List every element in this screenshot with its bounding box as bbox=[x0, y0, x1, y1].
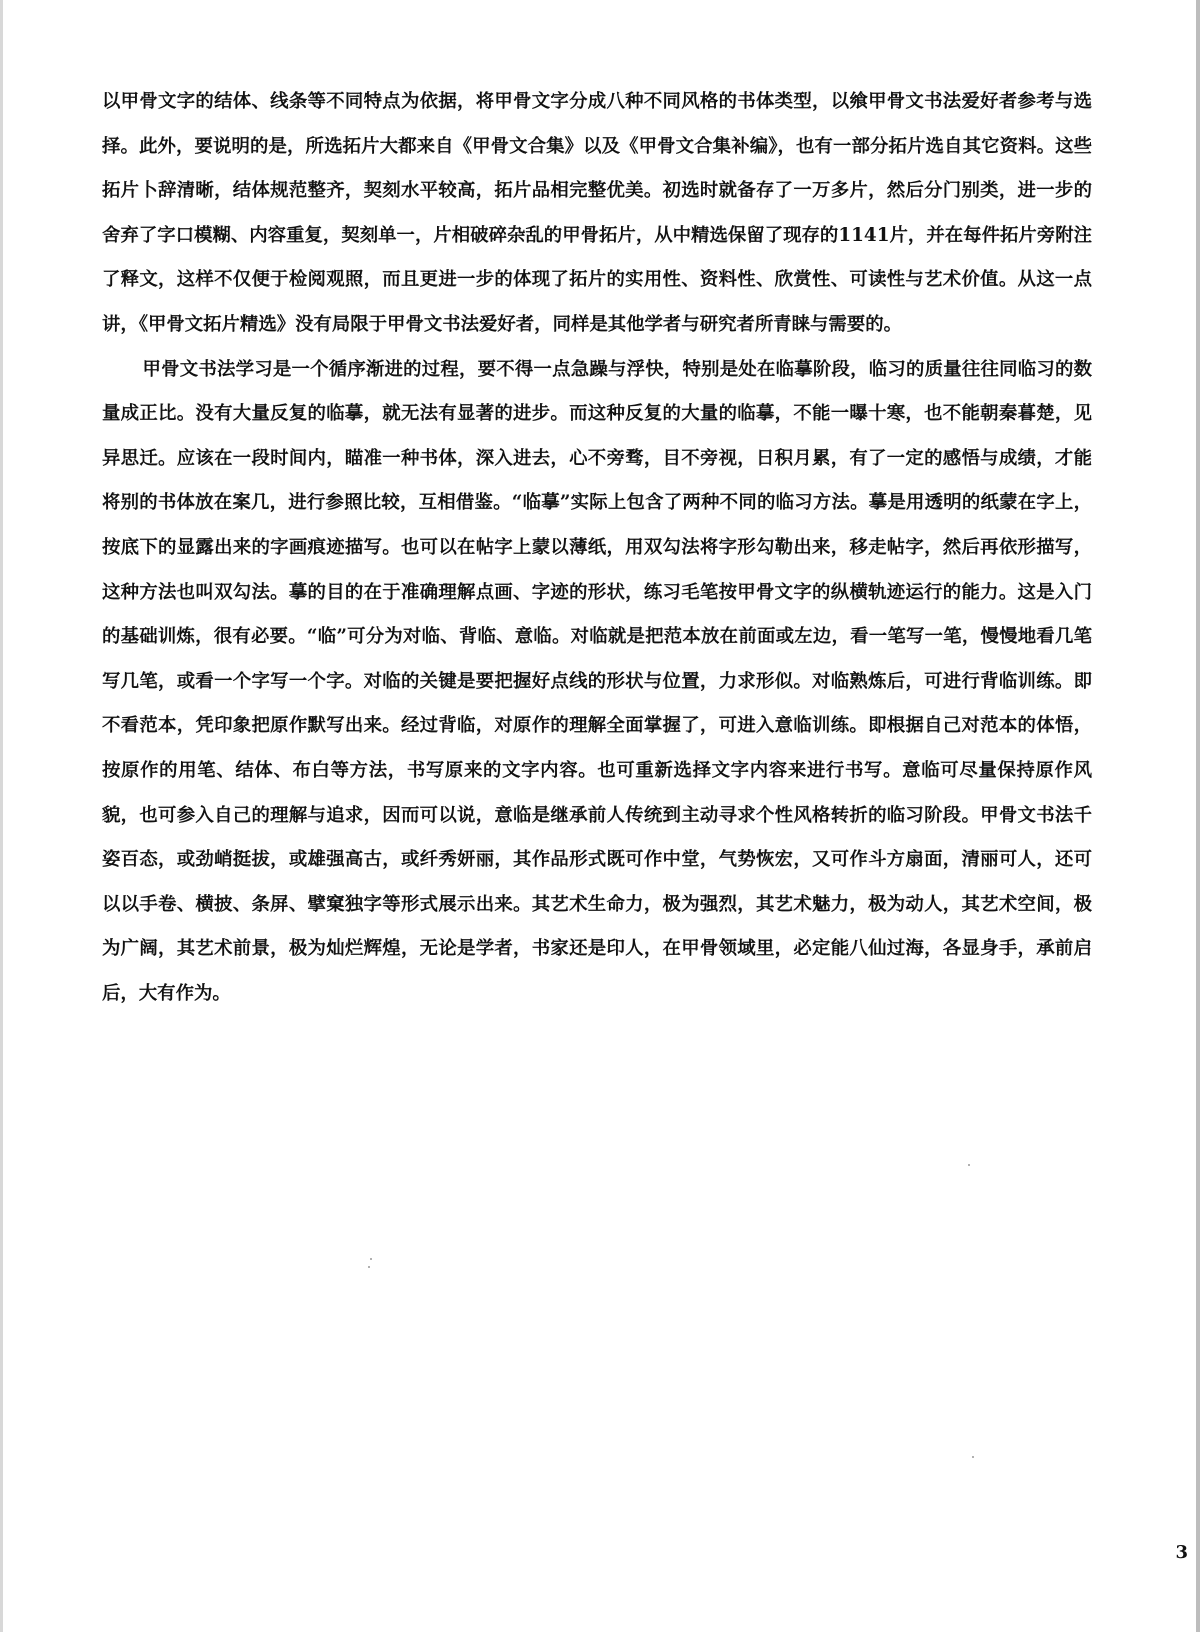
scan-speck bbox=[968, 1164, 970, 1166]
document-body bbox=[102, 80, 1092, 1016]
paragraph-2: 甲骨文书法学习是一个循序渐进的过程，要不得一点急躁与浮快，特别是处在临摹阶段，临习的质量往往同临习的数量成正比。没有大量反复的临摹，就无法有显著的进步。而这种反复的大量的临摹，不能一曝十寒，也不能朝秦暮楚，见异思迁。应该在一段时间内，瞄准一种书体，深入进去，心不旁骛，目不旁视，日积月累，有了一定的感悟与成绩，才能将别的书体放在案几，进行参照比较，互相借鉴。“临摹”实际上包含了两种不同的临习方法。摹是用透明的纸蒙在字上，按底下的显露出来的字画痕迹描写。也可以在帖字上蒙以薄纸，用双勾法将字形勾勒出来，移走帖字，然后再依形描写，这种方法也叫双勾法。摹的目的在于准确理解点画、字迹的形状，练习毛笔按甲骨文字的纵横轨迹运行的能力。这是入门的基础训炼，很有必要。“临”可分为对临、背临、意临。对临就是把范本放在前面或左边，看一笔写一笔，慢慢地看几笔写几笔，或看一个字写一个字。对临的关键是要把握好点线的形状与位置，力求形似。对临熟炼后，可进行背临训练。即不看范本，凭印象把原作默写出来。经过背临，对原作的理解全面掌握了，可进入意临训练。即根据自己对范本的体悟，按原作的用笔、结体、布白等方法，书写原来的文字内容。也可重新选择文字内容来进行书写。意临可尽量保持原作风貌，也可参入自己的理解与追求，因而可以说，意临是继承前人传统到主动寻求个性风格转折的临习阶段。甲骨文书法千姿百态，或劲峭挺拔，或雄强高古，或纤秀妍丽，其作品形式既可作中堂，气势恢宏，又可作斗方扇面，清丽可人，还可以以手卷、横披、条屏、擘窠独字等形式展示出来。其艺术生命力，极为强烈，其艺术魅力，极为动人，其艺术空间，极为广阔，其艺术前景，极为灿烂辉煌，无论是学者，书家还是印人，在甲骨领域里，必定能八仙过海，各显身手，承前启后，大有作为。 bbox=[102, 358, 1092, 1004]
scan-speck bbox=[370, 1258, 372, 1260]
scan-edge-left bbox=[0, 0, 3, 1632]
scan-speck bbox=[972, 1456, 974, 1458]
scan-edge-right bbox=[1196, 0, 1200, 1632]
scan-speck bbox=[368, 1266, 370, 1268]
page-number: 3 bbox=[1175, 1542, 1188, 1563]
paragraph-1: 以甲骨文字的结体、线条等不同特点为依据，将甲骨文字分成八种不同风格的书体类型，以飨甲骨文书法爱好者参考与选择。此外，要说明的是，所选拓片大都来自《甲骨文合集》以及《甲骨文合集补编》，也有一部分拓片选自其它资料。这些拓片卜辞清晰，结体规范整齐，契刻水平较高，拓片品相完整优美。初选时就备存了一万多片，然后分门别类，进一步的舍弃了字口模糊、内容重复，契刻单一，片相破碎杂乱的甲骨拓片，从中精选保留了现存的1141片，并在每件拓片旁附注了释文，这样不仅便于检阅观照，而且更进一步的体现了拓片的实用性、资料性、欣赏性、可读性与艺术价值。从这一点讲，《甲骨文拓片精选》没有局限于甲骨文书法爱好者，同样是其他学者与研究者所青睐与需要的。 bbox=[102, 91, 1092, 335]
